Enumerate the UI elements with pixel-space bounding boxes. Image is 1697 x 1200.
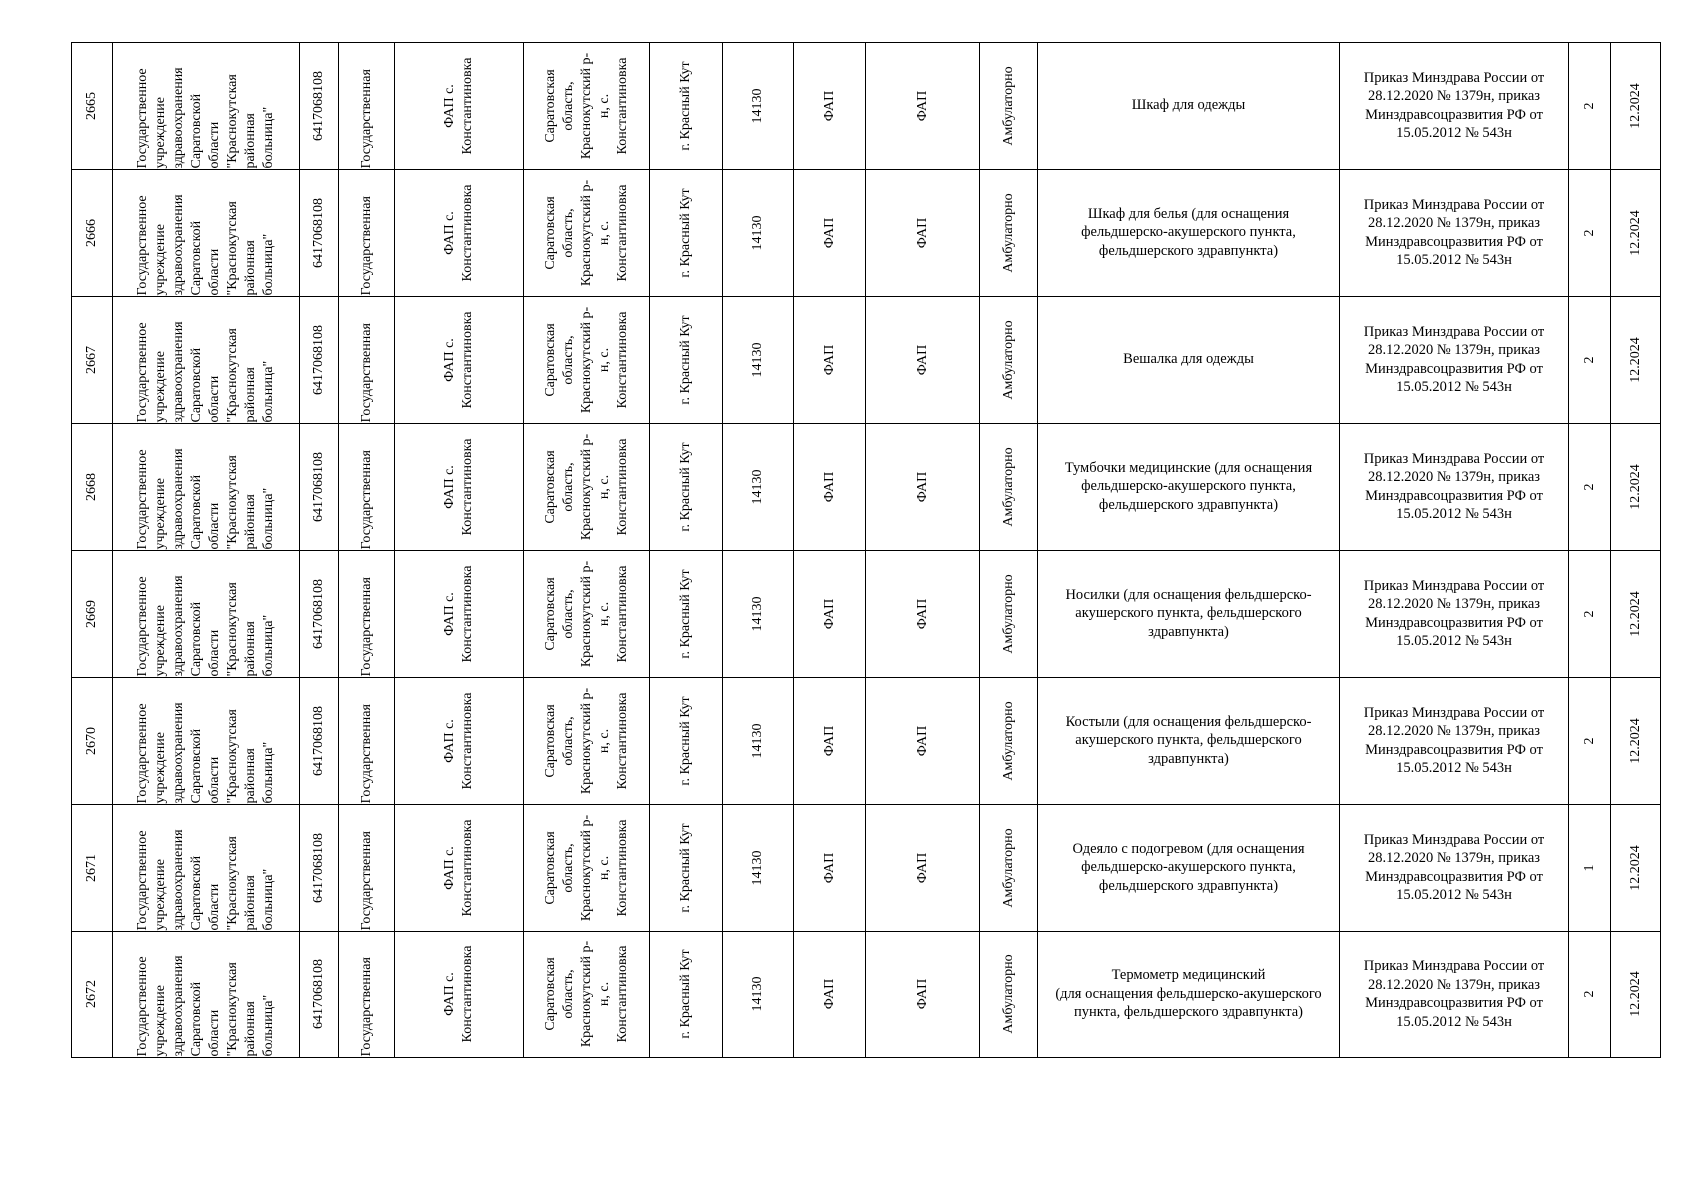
cell-code (723, 423, 794, 550)
cell-text-code: 14130 (750, 723, 765, 758)
cell-text-type2: ФАП (914, 90, 930, 121)
cell-type2 (866, 42, 980, 169)
cell-code (723, 42, 794, 169)
cell-text-unit: ФАП с. Константиновка (442, 692, 475, 789)
cell-text-equipment: Носилки (для оснащения фельдшерско-акушерского пункта, фельдшерского здравпункта) (1065, 586, 1312, 640)
cell-text-mode: Амбулаторно (1000, 827, 1016, 908)
cell-text-unit: ФАП с. Константиновка (442, 565, 475, 662)
cell-text-type2: ФАП (914, 978, 930, 1010)
cell-address (524, 677, 650, 804)
cell-text-city: г. Красный Кут (678, 568, 693, 659)
cell-date (1611, 931, 1661, 1058)
cell-date (1611, 169, 1661, 296)
cell-num (71, 550, 113, 677)
cell-text-type2: ФАП (914, 598, 930, 629)
cell-text-date: 12.2024 (1627, 844, 1643, 891)
cell-qty (1569, 804, 1611, 931)
cell-text-ownership: Государственная (358, 195, 374, 295)
cell-mode (980, 42, 1038, 169)
cell-text-equipment: Шкаф для одежды (1131, 97, 1246, 114)
cell-text-type1: ФАП (821, 978, 837, 1010)
cell-text-mode: Амбулаторно (1000, 319, 1016, 400)
cell-order (1340, 804, 1569, 931)
cell-mode (980, 804, 1038, 931)
cell-text-order: Приказ Минздрава России от 28.12.2020 № 1379н, приказ Минздравсоцразвития РФ от 15.05.2012 № 543н (1363, 831, 1545, 903)
cell-institution (113, 931, 300, 1058)
cell-equipment (1038, 42, 1340, 169)
table-row (71, 677, 1671, 804)
cell-text-address: Саратовская область, Краснокутский р- н, с. Константиновка (542, 433, 630, 540)
cell-text-order: Приказ Минздрава России от 28.12.2020 № 1379н, приказ Минздравсоцразвития РФ от 15.05.2012 № 543н (1363, 196, 1545, 268)
cell-city (650, 677, 723, 804)
cell-text-institution: Государственное учреждение здравоохранения Саратовской области "Краснокутская районная больница" (135, 701, 276, 803)
cell-equipment (1038, 804, 1340, 931)
cell-equipment (1038, 550, 1340, 677)
cell-text-num: 2668 (84, 472, 99, 501)
cell-text-ownership: Государственная (358, 957, 374, 1057)
cell-code (723, 169, 794, 296)
cell-text-type1: ФАП (821, 217, 837, 248)
cell-num (71, 169, 113, 296)
cell-text-mode: Амбулаторно (1000, 954, 1016, 1034)
cell-mode (980, 931, 1038, 1058)
cell-text-mode: Амбулаторно (1000, 446, 1016, 527)
cell-ownership (339, 677, 395, 804)
cell-ownership (339, 169, 395, 296)
cell-text-order: Приказ Минздрава России от 28.12.2020 № 1379н, приказ Минздравсоцразвития РФ от 15.05.2012 № 543н (1363, 450, 1545, 522)
document-table (71, 42, 1671, 1060)
cell-text-num: 2669 (84, 599, 99, 628)
cell-text-ownership: Государственная (358, 576, 374, 676)
cell-text-unit: ФАП с. Константиновка (442, 438, 475, 535)
cell-institution (113, 169, 300, 296)
cell-text-code: 14130 (750, 596, 765, 631)
cell-num (71, 423, 113, 550)
cell-institution (113, 677, 300, 804)
cell-text-inn: 6417068108 (311, 324, 326, 395)
cell-type1 (794, 42, 866, 169)
cell-type2 (866, 169, 980, 296)
cell-code (723, 296, 794, 423)
cell-type1 (794, 677, 866, 804)
cell-city (650, 931, 723, 1058)
cell-type1 (794, 804, 866, 931)
cell-type2 (866, 423, 980, 550)
table-row (71, 296, 1671, 423)
cell-text-qty: 2 (1581, 356, 1597, 363)
cell-text-unit: ФАП с. Константиновка (442, 945, 475, 1043)
cell-text-equipment: Шкаф для белья (для оснащения фельдшерско-акушерского пункта, фельдшерского здравпункта) (1081, 205, 1296, 259)
cell-text-order: Приказ Минздрава России от 28.12.2020 № 1379н, приказ Минздравсоцразвития РФ от 15.05.2012 № 543н (1363, 577, 1545, 649)
cell-text-date: 12.2024 (1627, 590, 1643, 637)
cell-text-type2: ФАП (914, 852, 930, 883)
cell-num (71, 804, 113, 931)
cell-address (524, 42, 650, 169)
cell-city (650, 423, 723, 550)
table-row (71, 931, 1671, 1058)
cell-text-code: 14130 (750, 88, 765, 123)
cell-type2 (866, 296, 980, 423)
cell-unit (395, 550, 524, 677)
cell-text-inn: 6417068108 (311, 451, 326, 522)
cell-text-institution: Государственное учреждение здравоохранения Саратовской области "Краснокутская районная больница" (135, 66, 276, 168)
cell-text-inn: 6417068108 (311, 959, 326, 1029)
cell-text-type2: ФАП (914, 344, 930, 375)
cell-ownership (339, 423, 395, 550)
cell-type1 (794, 169, 866, 296)
table-row (71, 169, 1671, 296)
cell-unit (395, 931, 524, 1058)
cell-date (1611, 804, 1661, 931)
cell-num (71, 931, 113, 1058)
cell-unit (395, 677, 524, 804)
cell-mode (980, 550, 1038, 677)
cell-qty (1569, 550, 1611, 677)
cell-code (723, 550, 794, 677)
cell-text-institution: Государственное учреждение здравоохранения Саратовской области "Краснокутская районная больница" (135, 955, 276, 1057)
cell-unit (395, 804, 524, 931)
cell-order (1340, 550, 1569, 677)
cell-text-num: 2665 (84, 91, 99, 120)
cell-address (524, 550, 650, 677)
cell-text-qty: 2 (1581, 610, 1597, 617)
cell-city (650, 296, 723, 423)
cell-qty (1569, 423, 1611, 550)
cell-text-ownership: Государственная (358, 68, 374, 168)
cell-qty (1569, 42, 1611, 169)
cell-type1 (794, 931, 866, 1058)
cell-institution (113, 804, 300, 931)
cell-unit (395, 169, 524, 296)
cell-institution (113, 423, 300, 550)
cell-date (1611, 423, 1661, 550)
cell-text-equipment: Костыли (для оснащения фельдшерско-акушерского пункта, фельдшерского здравпункта) (1065, 713, 1312, 767)
cell-mode (980, 169, 1038, 296)
cell-num (71, 296, 113, 423)
cell-unit (395, 42, 524, 169)
cell-text-order: Приказ Минздрава России от 28.12.2020 № 1379н, приказ Минздравсоцразвития РФ от 15.05.2012 № 543н (1363, 704, 1545, 776)
cell-inn (300, 931, 339, 1058)
cell-inn (300, 677, 339, 804)
cell-inn (300, 296, 339, 423)
cell-equipment (1038, 931, 1340, 1058)
cell-text-type1: ФАП (821, 598, 837, 629)
cell-city (650, 804, 723, 931)
table-row (71, 804, 1671, 931)
cell-num (71, 42, 113, 169)
cell-text-unit: ФАП с. Константиновка (442, 184, 475, 281)
cell-text-ownership: Государственная (358, 830, 374, 930)
cell-text-address: Саратовская область, Краснокутский р- н, с. Константиновка (542, 52, 630, 159)
cell-text-date: 12.2024 (1627, 336, 1643, 383)
cell-city (650, 550, 723, 677)
cell-unit (395, 423, 524, 550)
cell-text-inn: 6417068108 (311, 832, 326, 903)
cell-text-inn: 6417068108 (311, 70, 326, 141)
cell-text-type2: ФАП (914, 217, 930, 248)
cell-text-address: Саратовская область, Краснокутский р- н, с. Константиновка (542, 179, 630, 286)
cell-text-inn: 6417068108 (311, 578, 326, 649)
cell-text-num: 2672 (84, 980, 99, 1008)
cell-text-code: 14130 (750, 215, 765, 250)
cell-text-institution: Государственное учреждение здравоохранения Саратовской области "Краснокутская районная больница" (135, 447, 276, 549)
cell-text-unit: ФАП с. Константиновка (442, 819, 475, 916)
cell-date (1611, 42, 1661, 169)
cell-order (1340, 42, 1569, 169)
cell-text-type1: ФАП (821, 852, 837, 883)
cell-text-type1: ФАП (821, 344, 837, 375)
cell-order (1340, 423, 1569, 550)
cell-date (1611, 550, 1661, 677)
cell-text-address: Саратовская область, Краснокутский р- н, с. Константиновка (542, 814, 630, 921)
cell-text-inn: 6417068108 (311, 197, 326, 268)
cell-inn (300, 169, 339, 296)
cell-type1 (794, 423, 866, 550)
cell-text-city: г. Красный Кут (678, 441, 693, 532)
cell-text-qty: 2 (1581, 737, 1597, 744)
cell-text-city: г. Красный Кут (678, 949, 693, 1039)
cell-text-address: Саратовская область, Краснокутский р- н, с. Константиновка (542, 940, 630, 1048)
cell-text-type1: ФАП (821, 725, 837, 756)
cell-text-equipment: Вешалка для одежды (1123, 351, 1254, 368)
cell-text-code: 14130 (750, 469, 765, 504)
cell-text-mode: Амбулаторно (1000, 65, 1016, 146)
cell-qty (1569, 677, 1611, 804)
cell-text-equipment: Тумбочки медицинские (для оснащения фельдшерско-акушерского пункта, фельдшерского здравпункта) (1064, 459, 1313, 513)
cell-qty (1569, 931, 1611, 1058)
cell-inn (300, 42, 339, 169)
cell-text-qty: 1 (1581, 864, 1597, 871)
cell-order (1340, 677, 1569, 804)
table-row (71, 550, 1671, 677)
cell-date (1611, 677, 1661, 804)
cell-order (1340, 931, 1569, 1058)
cell-type2 (866, 804, 980, 931)
cell-address (524, 423, 650, 550)
cell-text-order: Приказ Минздрава России от 28.12.2020 № 1379н, приказ Минздравсоцразвития РФ от 15.05.2012 № 543н (1363, 69, 1545, 141)
cell-text-type2: ФАП (914, 471, 930, 502)
cell-text-city: г. Красный Кут (678, 822, 693, 913)
cell-text-address: Саратовская область, Краснокутский р- н, с. Константиновка (542, 306, 630, 413)
cell-institution (113, 42, 300, 169)
cell-text-inn: 6417068108 (311, 705, 326, 776)
cell-city (650, 42, 723, 169)
cell-num (71, 677, 113, 804)
cell-qty (1569, 169, 1611, 296)
cell-address (524, 804, 650, 931)
cell-mode (980, 423, 1038, 550)
cell-mode (980, 677, 1038, 804)
cell-text-equipment: Термометр медицинский (для оснащения фельдшерско-акушерского пункта, фельдшерского здравпункта) (1055, 967, 1322, 1021)
cell-text-address: Саратовская область, Краснокутский р- н, с. Константиновка (542, 687, 630, 794)
cell-text-unit: ФАП с. Константиновка (442, 311, 475, 408)
cell-code (723, 677, 794, 804)
cell-date (1611, 296, 1661, 423)
cell-text-ownership: Государственная (358, 703, 374, 803)
cell-address (524, 296, 650, 423)
cell-type1 (794, 550, 866, 677)
cell-text-code: 14130 (750, 850, 765, 885)
cell-inn (300, 804, 339, 931)
cell-text-date: 12.2024 (1627, 209, 1643, 256)
cell-text-city: г. Красный Кут (678, 314, 693, 405)
cell-text-institution: Государственное учреждение здравоохранения Саратовской области "Краснокутская районная больница" (135, 574, 276, 676)
cell-text-institution: Государственное учреждение здравоохранения Саратовской области "Краснокутская районная больница" (135, 320, 276, 422)
cell-text-unit: ФАП с. Константиновка (442, 57, 475, 154)
cell-text-mode: Амбулаторно (1000, 573, 1016, 654)
cell-order (1340, 169, 1569, 296)
cell-text-date: 12.2024 (1627, 463, 1643, 510)
cell-text-num: 2667 (84, 345, 99, 374)
cell-text-order: Приказ Минздрава России от 28.12.2020 № 1379н, приказ Минздравсоцразвития РФ от 15.05.2012 № 543н (1363, 958, 1545, 1030)
cell-text-ownership: Государственная (358, 449, 374, 549)
cell-equipment (1038, 677, 1340, 804)
cell-type2 (866, 550, 980, 677)
cell-city (650, 169, 723, 296)
cell-text-qty: 2 (1581, 102, 1597, 109)
cell-text-qty: 2 (1581, 229, 1597, 236)
cell-address (524, 169, 650, 296)
cell-text-order: Приказ Минздрава России от 28.12.2020 № 1379н, приказ Минздравсоцразвития РФ от 15.05.2012 № 543н (1363, 323, 1545, 395)
cell-institution (113, 296, 300, 423)
cell-equipment (1038, 169, 1340, 296)
cell-text-mode: Амбулаторно (1000, 192, 1016, 273)
cell-text-code: 14130 (750, 976, 765, 1012)
cell-text-type2: ФАП (914, 725, 930, 756)
cell-text-institution: Государственное учреждение здравоохранения Саратовской области "Краснокутская районная больница" (135, 193, 276, 295)
cell-text-num: 2671 (84, 853, 99, 882)
cell-text-city: г. Красный Кут (678, 187, 693, 278)
cell-equipment (1038, 423, 1340, 550)
cell-institution (113, 550, 300, 677)
cell-address (524, 931, 650, 1058)
cell-text-ownership: Государственная (358, 322, 374, 422)
cell-text-city: г. Красный Кут (678, 60, 693, 151)
cell-ownership (339, 931, 395, 1058)
cell-text-num: 2670 (84, 726, 99, 755)
cell-text-institution: Государственное учреждение здравоохранения Саратовской области "Краснокутская районная больница" (135, 828, 276, 930)
cell-text-mode: Амбулаторно (1000, 700, 1016, 781)
cell-type2 (866, 677, 980, 804)
cell-text-equipment: Одеяло с подогревом (для оснащения фельдшерско-акушерского пункта, фельдшерского здравпункта) (1072, 840, 1305, 894)
cell-text-date: 12.2024 (1627, 717, 1643, 764)
cell-text-date: 12.2024 (1627, 971, 1643, 1017)
cell-text-qty: 2 (1581, 483, 1597, 490)
cell-text-code: 14130 (750, 342, 765, 377)
table-row (71, 423, 1671, 550)
cell-equipment (1038, 296, 1340, 423)
cell-text-type1: ФАП (821, 471, 837, 502)
table-row (71, 42, 1671, 169)
cell-text-address: Саратовская область, Краснокутский р- н, с. Константиновка (542, 560, 630, 667)
cell-ownership (339, 550, 395, 677)
cell-text-type1: ФАП (821, 90, 837, 121)
cell-text-num: 2666 (84, 218, 99, 247)
cell-ownership (339, 804, 395, 931)
cell-text-qty: 2 (1581, 990, 1597, 998)
cell-code (723, 931, 794, 1058)
cell-text-city: г. Красный Кут (678, 695, 693, 786)
cell-qty (1569, 296, 1611, 423)
cell-inn (300, 550, 339, 677)
cell-text-date: 12.2024 (1627, 82, 1643, 129)
cell-ownership (339, 42, 395, 169)
cell-type1 (794, 296, 866, 423)
cell-ownership (339, 296, 395, 423)
cell-code (723, 804, 794, 931)
cell-order (1340, 296, 1569, 423)
cell-unit (395, 296, 524, 423)
cell-type2 (866, 931, 980, 1058)
cell-mode (980, 296, 1038, 423)
cell-inn (300, 423, 339, 550)
